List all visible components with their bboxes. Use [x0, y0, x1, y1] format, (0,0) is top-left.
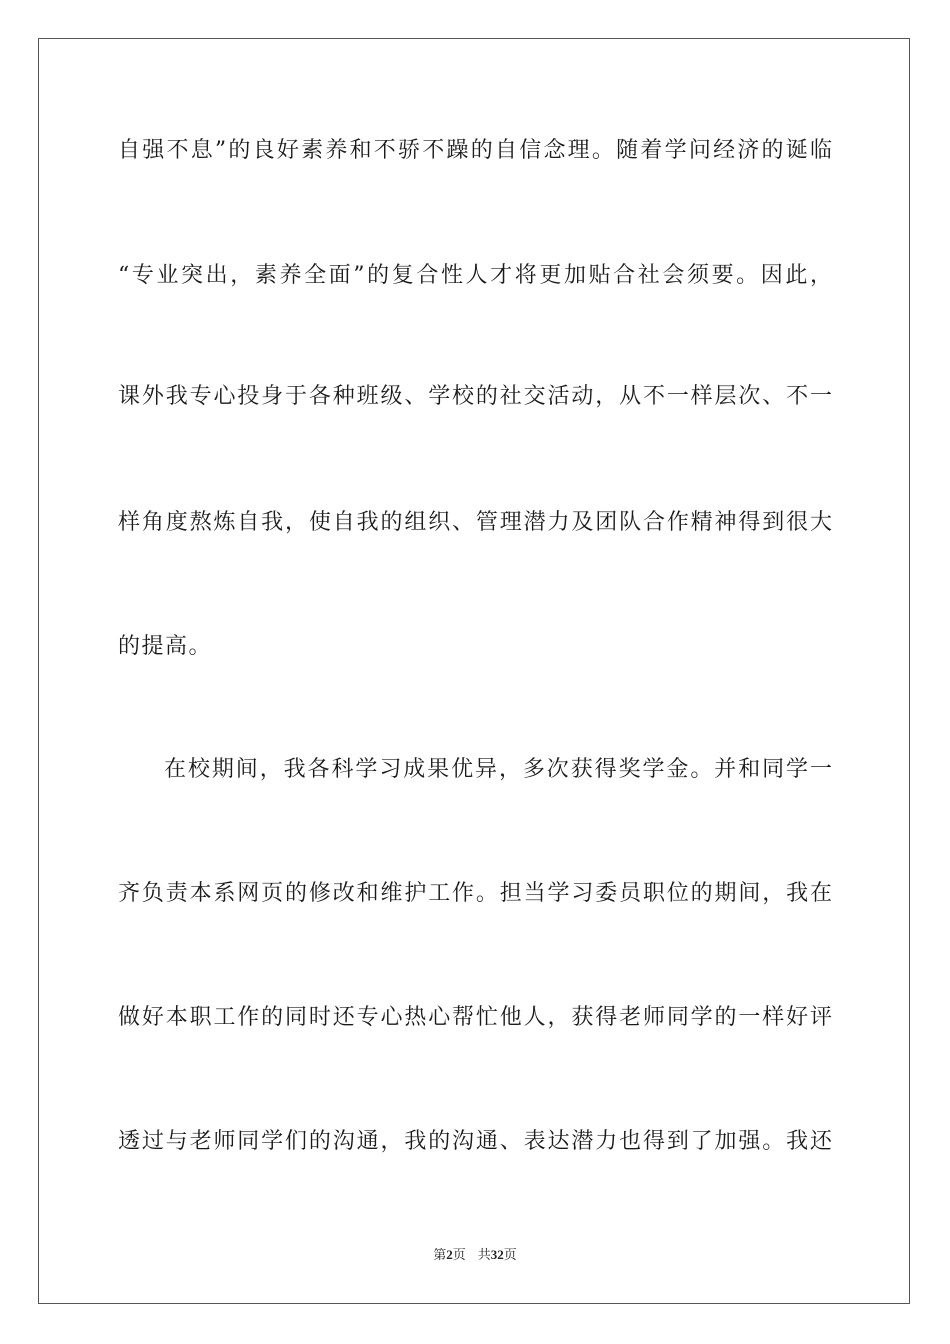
paragraph-line-6: 在校期间，我各科学习成果优异，多次获得奖学金。并和同学一	[164, 757, 832, 782]
paragraph-line-9: 透过与老师同学们的沟通，我的沟通、表达潜力也得到了加强。我还	[118, 1129, 832, 1154]
paragraph-line-2: “专业突出，素养全面”的复合性人才将更加贴合社会须要。因此，	[118, 263, 832, 288]
paragraph-line-3: 课外我专心投身于各种班级、学校的社交活动，从不一样层次、不一	[118, 384, 832, 409]
footer-page-prefix: 第	[433, 1248, 447, 1263]
page-footer	[0, 1246, 950, 1265]
paragraph-line-8: 做好本职工作的同时还专心热心帮忙他人，获得老师同学的一样好评	[118, 1005, 832, 1030]
footer-total-suffix: 页	[503, 1248, 517, 1263]
paragraph-line-5: 的提高。	[118, 634, 213, 659]
paragraph-line-7: 齐负责本系网页的修改和维护工作。担当学习委员职位的期间，我在	[118, 881, 832, 906]
footer-page-number: 2	[446, 1247, 453, 1262]
page-border	[38, 38, 910, 1304]
footer-total-prefix: 共	[477, 1248, 491, 1263]
paragraph-line-4: 样角度熬炼自我，使自我的组织、管理潜力及团队合作精神得到很大	[118, 510, 832, 535]
footer-total-pages: 32	[490, 1247, 504, 1262]
paragraph-line-1: 自强不息”的良好素养和不骄不躁的自信念理。随着学问经济的诞临	[118, 138, 832, 163]
footer-page-suffix: 页	[452, 1248, 466, 1263]
